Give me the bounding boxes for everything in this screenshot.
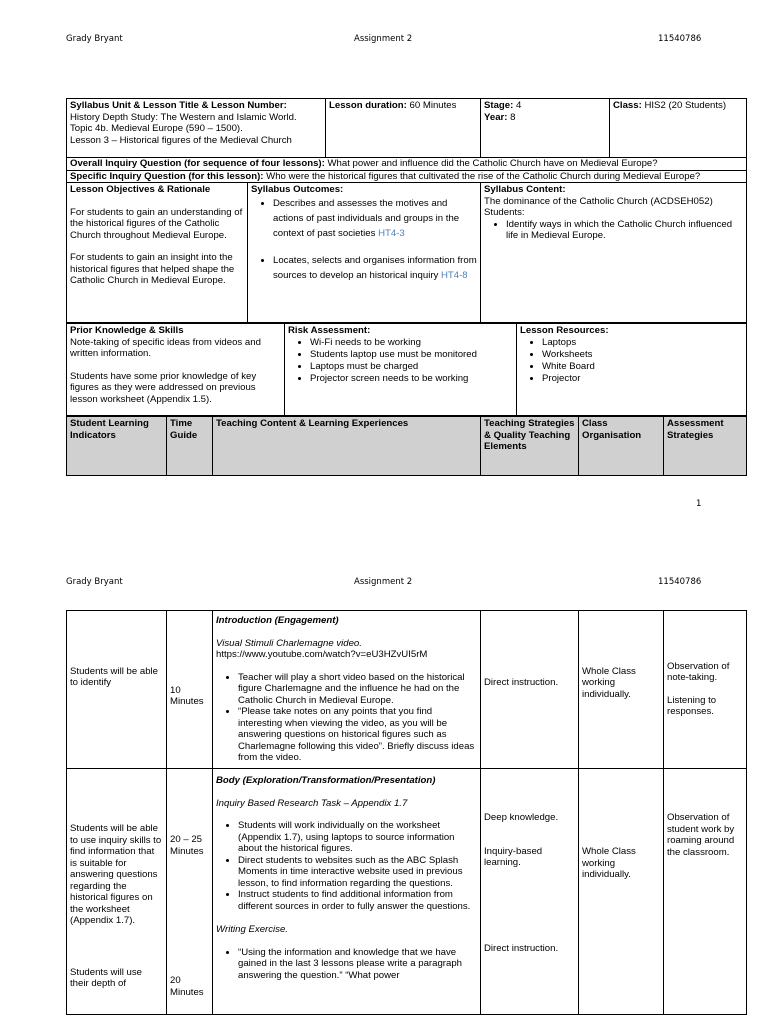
- strategy-cell: Deep knowledge. Inquiry-based learning. Direct instruction.: [481, 769, 579, 1015]
- risk-label: Risk Assessment:: [288, 325, 371, 336]
- section-heading: Body (Exploration/Transformation/Presentation): [216, 775, 436, 786]
- risk-item: • Projector screen needs to be working: [310, 373, 513, 385]
- writing-list: [216, 947, 477, 982]
- prior-knowledge-paragraph-1: Note-taking of specific ideas from videos and written information.: [70, 336, 261, 359]
- content-item: • Identify ways in which the Catholic Church influenced life in Medieval Europe.: [506, 219, 743, 242]
- table-row: [67, 611, 747, 769]
- objectives-table: [66, 182, 747, 323]
- resources-list: [520, 337, 743, 386]
- content-label: Syllabus Content:: [484, 184, 566, 195]
- content-line-1: The dominance of the Catholic Church (ACDSEH052): [484, 195, 713, 207]
- outcomes-list-2: [251, 253, 477, 283]
- learning-experiences-table: [66, 610, 747, 1015]
- year-label: Year:: [484, 111, 508, 123]
- specific-inquiry-value: Who were the historical figures that cultivated the rise of the Catholic Church during Medieval Europe?: [263, 170, 701, 182]
- table-row: [67, 769, 747, 1015]
- syllabus-label: Syllabus Unit & Lesson Title & Lesson Number:: [70, 100, 287, 111]
- strategy-cell: Direct instruction.: [481, 611, 579, 769]
- outcomes-cell: [248, 183, 481, 323]
- risk-item: • Students laptop use must be monitored: [310, 349, 513, 361]
- activity-item: • Instruct students to find additional information from different sources in order to fully answer the questions.: [238, 889, 477, 912]
- overall-inquiry-value: What power and influence did the Catholic Church have on Medieval Europe?: [324, 158, 658, 169]
- header-id: 11540786: [658, 577, 702, 587]
- syllabus-line-1: History Depth Study: The Western and Islamic World.: [70, 111, 297, 123]
- resource-item: • Projector: [542, 373, 743, 385]
- column-header-organisation: Class Organisation: [579, 417, 664, 476]
- page-number: 1: [696, 499, 702, 509]
- specific-inquiry-cell: [67, 170, 747, 183]
- assessment-cell: Observation of note-taking. Listening to responses.: [664, 611, 747, 769]
- column-header-content: Teaching Content & Learning Experiences: [213, 417, 481, 476]
- assessment-cell: Observation of student work by roaming around the classroom.: [664, 769, 747, 1015]
- column-header-time: Time Guide: [167, 417, 213, 476]
- stage-value: 4: [513, 100, 522, 111]
- content-list: [484, 219, 743, 242]
- outcomes-label: Syllabus Outcomes:: [251, 184, 344, 195]
- resource-item: • White Board: [542, 361, 743, 373]
- section-subheading: Visual Stimuli Charlemagne video.: [216, 637, 362, 649]
- organisation-cell: Whole Class working individually.: [579, 769, 664, 1015]
- outcome-item: • Locates, selects and organises information from sources to develop an historical inquiry HT4-8: [273, 253, 477, 283]
- content-cell: [213, 611, 481, 769]
- risk-item: • Laptops must be charged: [310, 361, 513, 373]
- stage-cell: [481, 99, 610, 158]
- column-header-assessment: Assessment Strategies: [664, 417, 747, 476]
- time-2: 20 Minutes: [170, 975, 204, 998]
- activity-item: • Teacher will play a short video based on the historical figure Charlemagne and the influence he had on the Catholic Church in Medieval Europe.: [238, 672, 477, 707]
- resources-label: Lesson Resources:: [520, 325, 609, 336]
- outcome-code: HT4-3: [378, 227, 405, 239]
- class-value: HIS2 (20 Students): [641, 100, 727, 111]
- activity-item: • Direct students to websites such as the ABC Splash Moments in time interactive website used in previous lesson, to find information regarding the questions.: [238, 855, 477, 890]
- syllabus-cell: [67, 99, 326, 158]
- content-line-2: Students:: [484, 207, 525, 218]
- indicator-cell: Students will be able to use inquiry skills to find information that is suitable for answering questions regarding the historical figures on the worksheet (Appendix 1.7). Students will use their depth of: [67, 769, 167, 1015]
- overall-inquiry-cell: [67, 158, 747, 171]
- outcome-code: HT4-8: [440, 269, 468, 281]
- outcome-item: • Describes and assesses the motives and actions of past individuals and groups in the context of past societies HT4-3: [273, 196, 477, 241]
- risk-cell: [285, 324, 517, 416]
- syllabus-line-3: Lesson 3 – Historical figures of the Medieval Church: [70, 134, 292, 146]
- header-id: 11540786: [658, 34, 702, 44]
- content-cell: [213, 769, 481, 1015]
- content-cell: [481, 183, 747, 323]
- risk-list: [288, 337, 513, 386]
- header-title: Assignment 2: [354, 577, 413, 587]
- header-author: Grady Bryant: [66, 34, 123, 44]
- learning-columns-header: [66, 416, 747, 476]
- column-header-strategies: Teaching Strategies & Quality Teaching Elements: [481, 417, 579, 476]
- outcomes-list-1: [251, 196, 477, 241]
- header-title: Assignment 2: [354, 34, 413, 44]
- duration-value: 60 Minutes: [406, 100, 457, 111]
- activity-item: • Students will work individually on the worksheet (Appendix 1.7), using laptops to source information about the historical figures.: [238, 820, 477, 855]
- year-value: 8: [507, 111, 516, 123]
- prior-knowledge-cell: [67, 324, 285, 416]
- objectives-paragraph-1: For students to gain an understanding of the historical figures of the Catholic Church throughout Medieval Europe.: [70, 206, 243, 241]
- resource-item: • Worksheets: [542, 349, 743, 361]
- time-cell: 20 – 25 Minutes 20 Minutes: [167, 769, 213, 1015]
- risk-item: • Wi-Fi needs to be working: [310, 337, 513, 349]
- video-url[interactable]: https://www.youtube.com/watch?v=eU3HZvUI5rM: [216, 649, 428, 660]
- indicator-2: Students will use their depth of: [70, 966, 142, 989]
- activity-item: • “Please take notes on any points that you find interesting when viewing the video, as you will be answering questions on historical figures such as Charlemagne following this video”. Briefly discuss ideas from the video.: [238, 706, 477, 764]
- lesson-info-table: [66, 98, 747, 183]
- syllabus-line-2: Topic 4b. Medieval Europe (590 – 1500).: [70, 123, 243, 134]
- time-cell: 10 Minutes: [167, 611, 213, 769]
- activity-list: [216, 672, 477, 764]
- specific-inquiry-label: Specific Inquiry Question (for this lesson):: [70, 170, 264, 182]
- objectives-paragraph-2: For students to gain an insight into the historical figures that helped shape the Catholic Church in Medieval Europe.: [70, 252, 235, 286]
- activity-item: • “Using the information and knowledge that we have gained in the last 3 lessons please write a paragraph answering the question.” “What power: [238, 947, 477, 982]
- section-subheading: Inquiry Based Research Task – Appendix 1.7: [216, 797, 408, 809]
- section-heading: Introduction (Engagement): [216, 615, 339, 626]
- indicator-cell: Students will be able to identify: [67, 611, 167, 769]
- prior-knowledge-paragraph-2: Students have some prior knowledge of key figures as they were addressed on previous lesson worksheet (Appendix 1.5).: [70, 370, 257, 405]
- resource-item: • Laptops: [542, 337, 743, 349]
- class-label: Class:: [613, 100, 642, 111]
- writing-heading: Writing Exercise.: [216, 924, 288, 935]
- stage-label: Stage:: [484, 100, 514, 111]
- column-header-indicators: Student Learning Indicators: [67, 417, 167, 476]
- strategy-3: Direct instruction.: [484, 942, 559, 954]
- duration-label: Lesson duration:: [329, 100, 407, 111]
- activity-list: [216, 820, 477, 912]
- prior-knowledge-label: Prior Knowledge & Skills: [70, 325, 184, 336]
- prior-risk-table: [66, 323, 747, 416]
- header-author: Grady Bryant: [66, 577, 123, 587]
- organisation-cell: Whole Class working individually.: [579, 611, 664, 769]
- objectives-label: Lesson Objectives & Rationale: [70, 184, 211, 195]
- overall-inquiry-label: Overall Inquiry Question (for sequence of four lessons):: [70, 158, 325, 169]
- resources-cell: [517, 324, 747, 416]
- class-cell: [610, 99, 747, 158]
- objectives-cell: [67, 183, 248, 323]
- duration-cell: [326, 99, 481, 158]
